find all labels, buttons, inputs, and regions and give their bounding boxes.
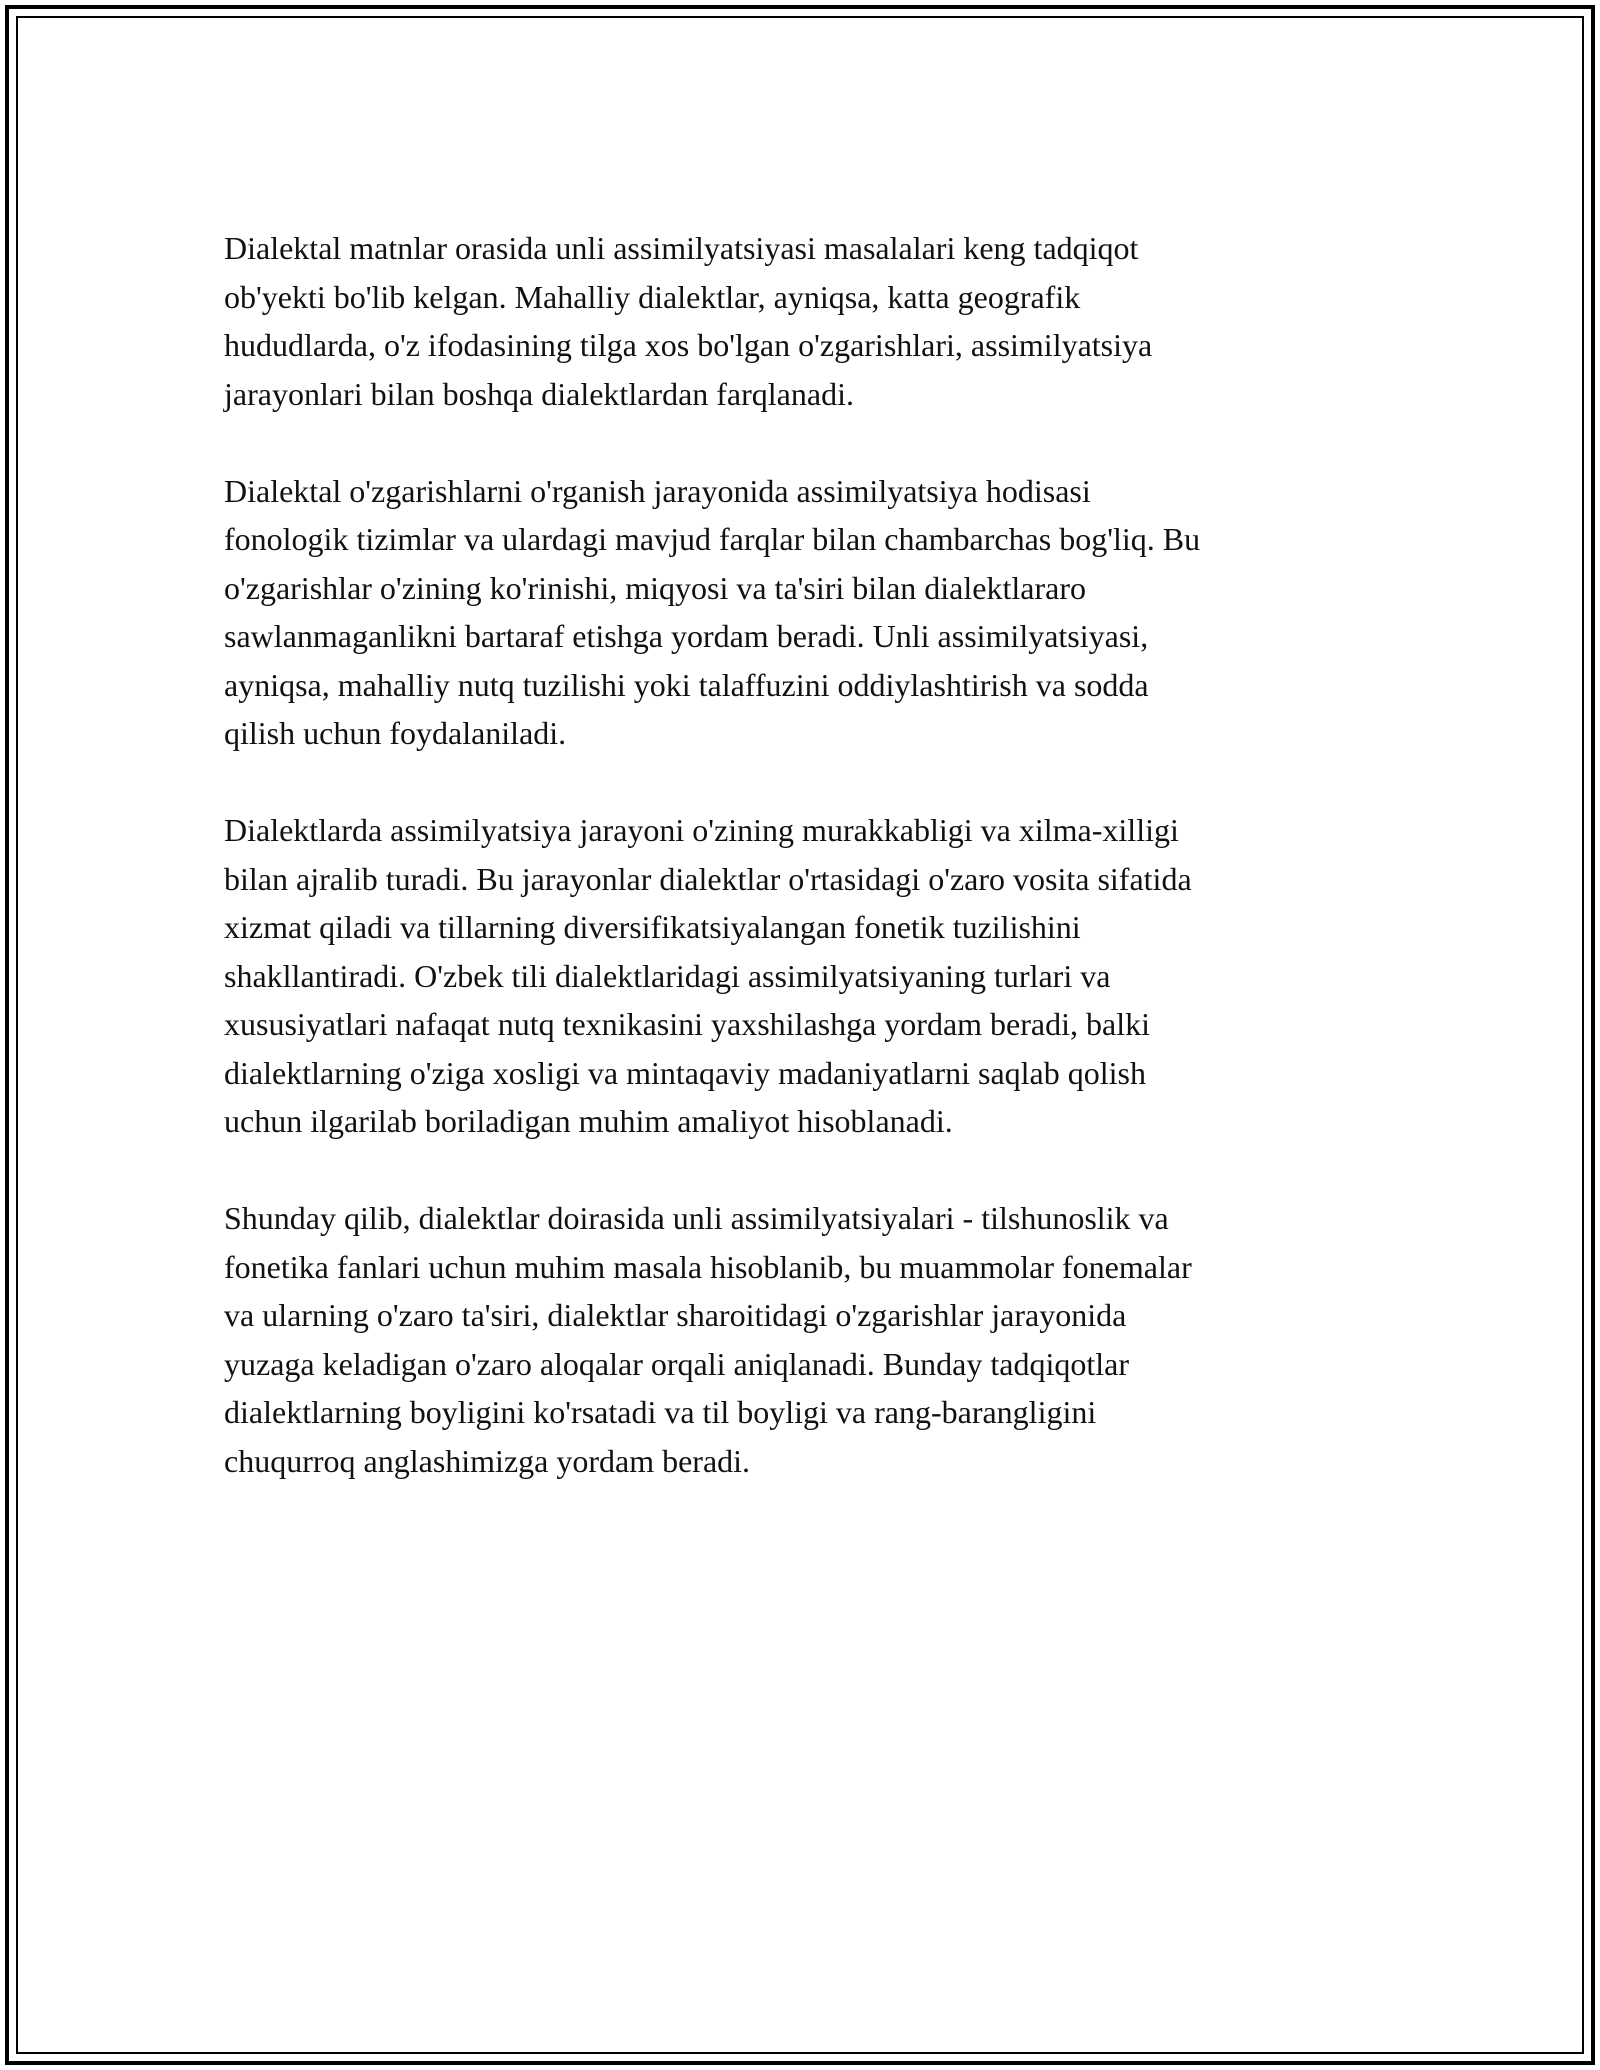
paragraph-line: xususiyatlari nafaqat nutq texnikasini yaxshilashga yordam beradi, balki [224,1006,1150,1042]
paragraph-line: Dialektlarda assimilyatsiya jarayoni o'zining murakkabligi va xilma-xilligi [224,812,1179,848]
paragraph-line: ayniqsa, mahalliy nutq tuzilishi yoki talaffuzini oddiylashtirish va sodda [224,666,1149,703]
paragraph-line: sawlanmaganlikni bartaraf etishga yordam beradi. Unli assimilyatsiyasi, [224,618,1149,654]
paragraph-4 [224,1194,1374,1485]
paragraph-line: qilish uchun foydalaniladi. [224,715,567,751]
paragraph-line: dialektlarning o'ziga xosligi va mintaqaviy madaniyatlarni saqlab qolish [224,1054,1146,1091]
paragraph-line: bilan ajralib turadi. Bu jarayonlar dialektlar o'rtasidagi o'zaro vosita sifatida [224,860,1192,897]
paragraph-line: uchun ilgarilab boriladigan muhim amaliyot hisoblanadi. [224,1103,953,1139]
paragraph-2 [224,467,1374,758]
paragraph-line: Shunday qilib, dialektlar doirasida unli assimilyatsiyalari - tilshunoslik va [224,1200,1169,1236]
paragraph-line: chuqurroq anglashimizga yordam beradi. [224,1442,751,1479]
paragraph-line: jarayonlari bilan boshqa dialektlardan farqlanadi. [224,375,854,412]
document-body [224,224,1374,1534]
paragraph-3 [224,806,1374,1146]
paragraph-line: dialektlarning boyligini ko'rsatadi va til boyligi va rang-barangligini [224,1394,1097,1430]
paragraph-line: Dialektal o'zgarishlarni o'rganish jarayonida assimilyatsiya hodisasi [224,472,1091,509]
paragraph-line: ob'yekti bo'lib kelgan. Mahalliy dialektlar, ayniqsa, katta geografik [224,278,1081,315]
paragraph-line: fonologik tizimlar va ulardagi mavjud farqlar bilan chambarchas bog'liq. Bu [224,521,1201,557]
paragraph-line: hududlarda, o'z ifodasining tilga xos bo'lgan o'zgarishlari, assimilyatsiya [224,327,1153,363]
paragraph-line: shakllantiradi. O'zbek tili dialektlaridagi assimilyatsiyaning turlari va [224,957,1111,994]
paragraph-line: xizmat qiladi va tillarning diversifikatsiyalangan fonetik tuzilishini [224,909,1081,945]
paragraph-line: yuzaga keladigan o'zaro aloqalar orqali aniqlanadi. Bunday tadqiqotlar [224,1345,1129,1382]
paragraph-line: va ularning o'zaro ta'siri, dialektlar sharoitidagi o'zgarishlar jarayonida [224,1297,1127,1333]
paragraph-line: o'zgarishlar o'zining ko'rinishi, miqyosi va ta'siri bilan dialektlararo [224,569,1086,606]
paragraph-line: fonetika fanlari uchun muhim masala hisoblanib, bu muammolar fonemalar [224,1248,1192,1285]
paragraph-1 [224,224,1374,418]
paragraph-line: Dialektal matnlar orasida unli assimilyatsiyasi masalalari keng tadqiqot [224,230,1139,266]
